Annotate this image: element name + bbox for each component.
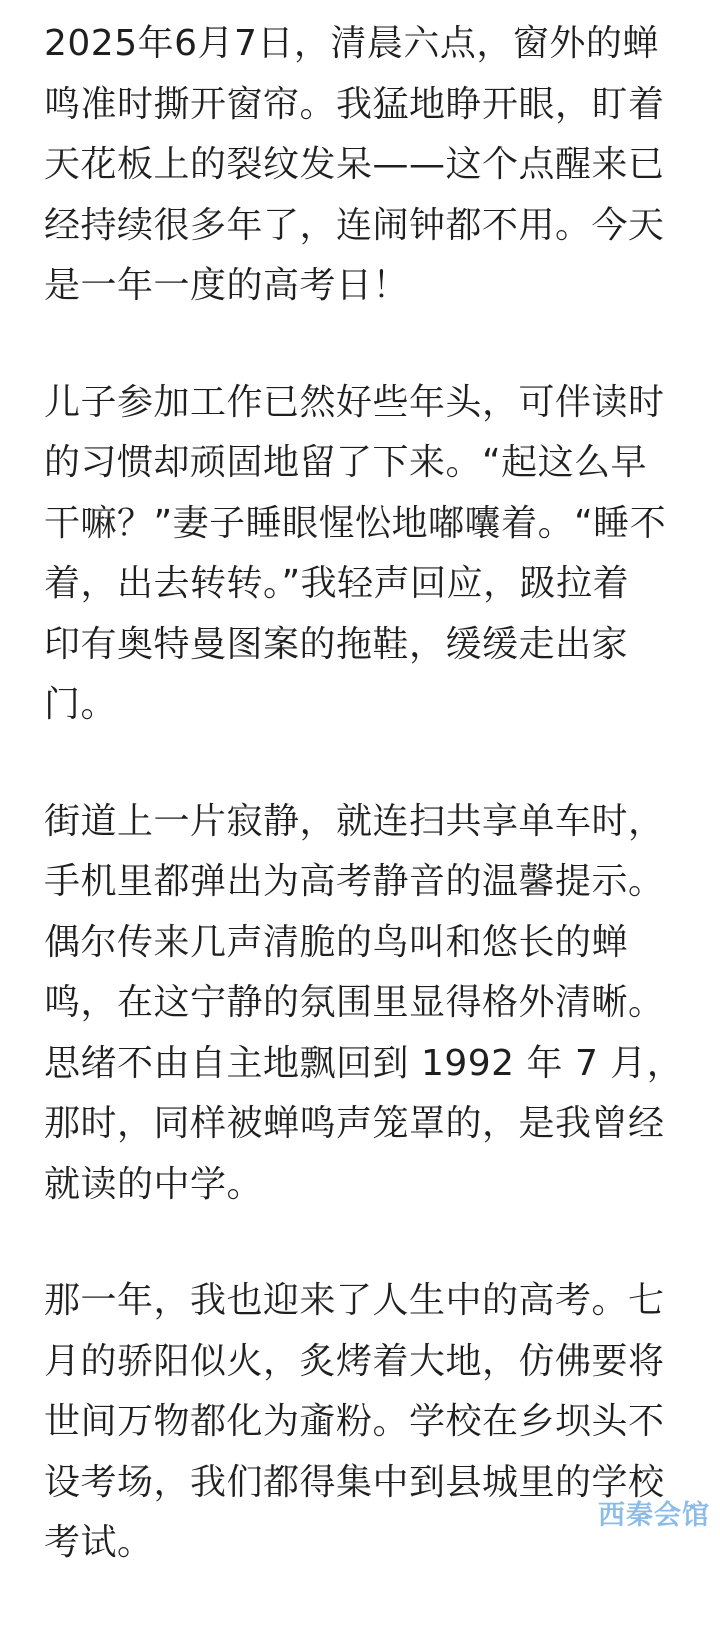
watermark-logo: 西秦会馆 [598,1500,710,1531]
text-line: 月的骄阳似火，炙烤着大地，仿佛要将 [44,1340,665,1382]
text-line: 是一年一度的高考日！ [44,265,410,306]
text-line: 干嘛？”妻子睡眼惺忪地嘟囔着。“睡不 [44,502,667,544]
text-line: 街道上一片寂静，就连扫共享单车时， [44,800,665,842]
text-line: 着，出去转转。”我轻声回应，趿拉着 [44,563,630,604]
text-line: 世间万物都化为齑粉。学校在乡坝头不 [44,1401,665,1442]
text-line: 2025年6月7日，清晨六点，窗外的蝉 [44,23,659,64]
text-line: 天花板上的裂纹发呆——这个点醒来已 [44,144,665,185]
paragraph-4 [44,1271,680,1574]
paragraph-2 [44,373,680,736]
text-line: 那一年，我也迎来了人生中的高考。七 [44,1280,665,1321]
text-line: 设考场，我们都得集中到县城里的学校 [44,1461,665,1503]
paragraph-1 [44,14,680,317]
text-line: 门。 [44,684,118,725]
text-line: 经持续很多年了，连闹钟都不用。今天 [44,204,665,246]
text-line: 鸣准时撕开窗帘。我猛地睁开眼，盯着 [44,83,665,125]
text-line: 印有奥特曼图案的拖鞋，缓缓走出家 [44,623,629,665]
text-line: 就读的中学。 [44,1163,264,1205]
text-line: 思绪不由自主地飘回到 1992 年 7 月， [44,1042,684,1084]
text-line: 偶尔传来几声清脆的鸟叫和悠长的蝉 [44,921,629,963]
text-line: 儿子参加工作已然好些年头，可伴读时 [44,381,665,423]
text-line: 手机里都弹出为高考静音的温馨提示。 [44,861,665,902]
paragraph-3 [44,792,684,1216]
text-line: 那时，同样被蝉鸣声笼罩的，是我曾经 [44,1103,665,1144]
text-line: 鸣，在这宁静的氛围里显得格外清晰。 [44,982,665,1023]
text-line: 的习惯却顽固地留了下来。“起这么早 [44,442,648,483]
text-line: 考试。 [44,1522,154,1563]
article-body [44,14,684,1630]
